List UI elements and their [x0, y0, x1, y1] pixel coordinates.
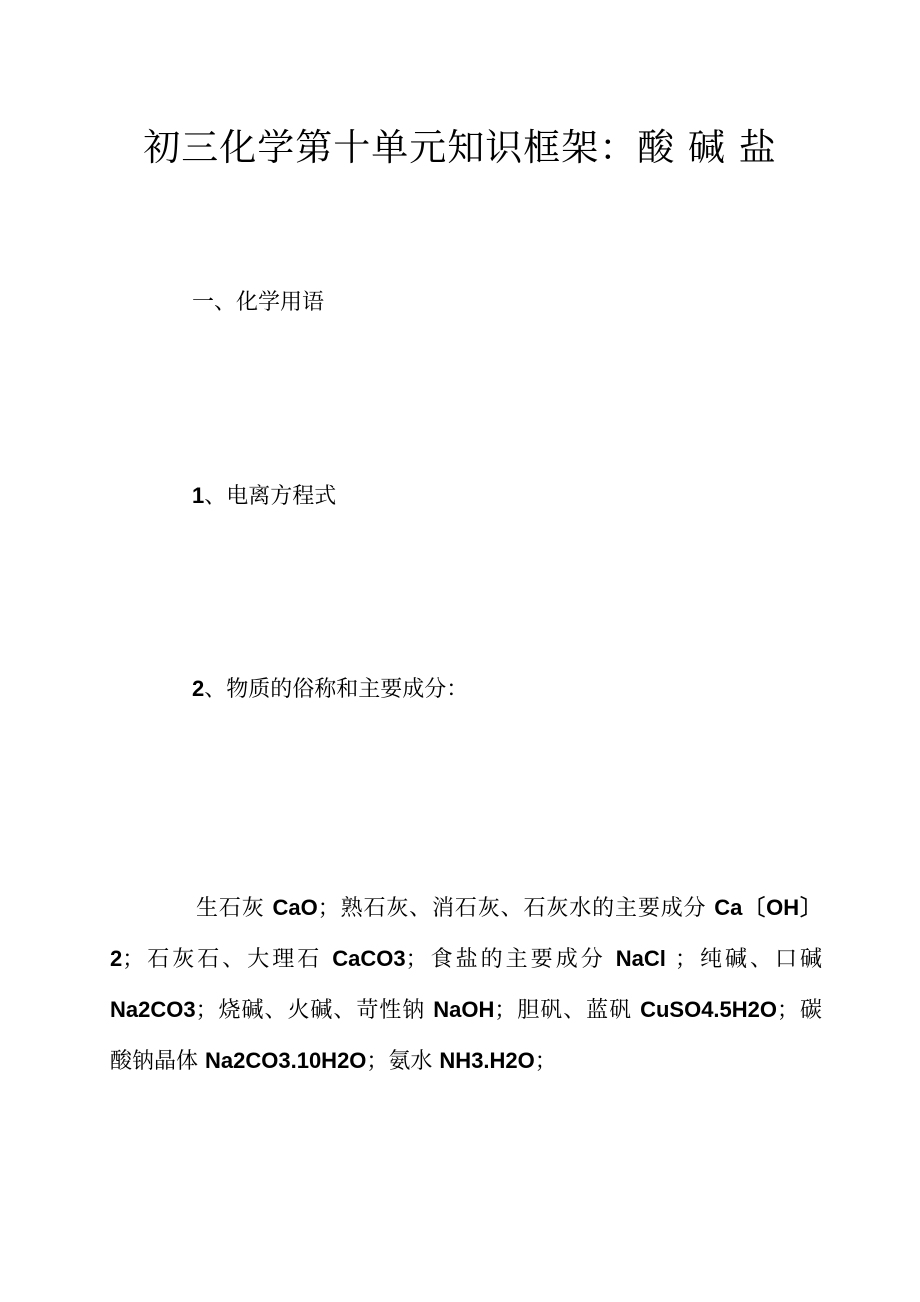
chemical-formula: Na2CO3 [110, 997, 196, 1022]
chemical-formula: Na2CO3.10H2O [205, 1048, 367, 1073]
chemical-formula: Ca〔OH〕2 [110, 895, 823, 971]
chemical-formula: NaCl [615, 946, 675, 971]
text-run: ；食盐的主要成分 [405, 947, 616, 972]
chemical-formula: CuSO4.5H2O [640, 997, 778, 1022]
text-run: ；熟石灰、消石灰、石灰水的主要成分 [317, 896, 715, 921]
text-run: 生石灰 [196, 896, 273, 921]
text-run: ；氨水 [366, 1049, 440, 1074]
section-heading-label: 一、化学用语 [192, 290, 325, 315]
subheading-ionization-equation [192, 480, 336, 513]
subheading-label: 、电离方程式 [204, 484, 337, 509]
subheading-number: 2 [192, 676, 205, 701]
text-run: ；碳酸钠晶体 [110, 998, 822, 1074]
document-title: 初三化学第十单元知识框架：酸 碱 盐 [143, 126, 777, 169]
subheading-common-names [192, 673, 468, 706]
text-run: ；胆矾、蓝矾 [494, 998, 641, 1023]
text-run: ； [534, 1049, 557, 1074]
common-names-paragraph [110, 883, 822, 1087]
chemical-formula: CaCO3 [332, 946, 406, 971]
chemical-formula: NaOH [433, 997, 495, 1022]
text-run: ；石灰石、大理石 [122, 947, 333, 972]
subheading-number: 1 [192, 483, 205, 508]
chemical-formula: CaO [272, 895, 318, 920]
text-run: ；纯碱、口碱 [674, 947, 822, 972]
chemical-formula: NH3.H2O [439, 1048, 535, 1073]
section-heading-chemical-terms [192, 287, 324, 319]
text-run: ；烧碱、火碱、苛性钠 [195, 998, 434, 1023]
subheading-label: 、物质的俗称和主要成分： [204, 677, 469, 702]
